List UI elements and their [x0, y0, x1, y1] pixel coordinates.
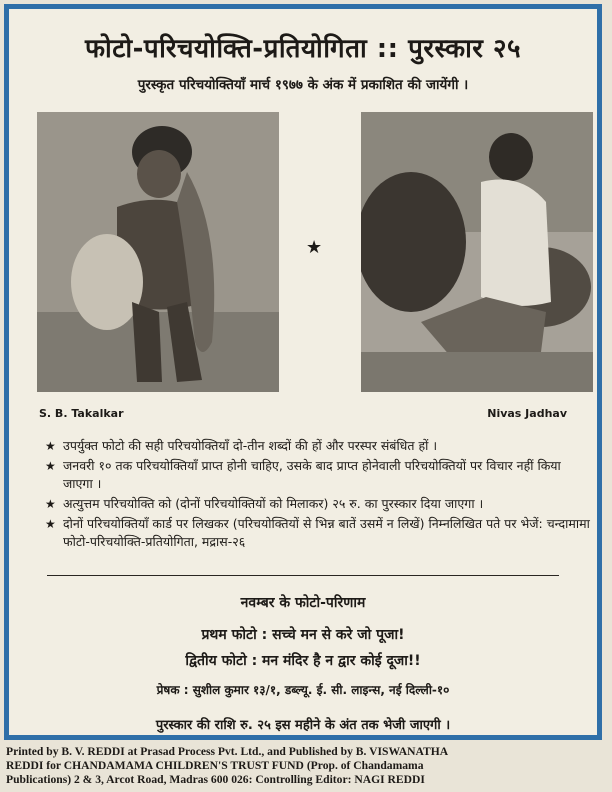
contest-rules [45, 437, 593, 553]
separator-star-icon: ★ [306, 237, 323, 258]
contest-subtitle: पुरस्कृत परिचयोक्तियाँ मार्च १९७७ के अंक में प्रकाशित की जायेंगी । [137, 77, 469, 93]
boy-with-fish-photo [37, 112, 279, 392]
star-bullet-icon: ★ [45, 497, 56, 511]
rule-text: अत्युत्तम परिचयोक्ति को (दोनों परिचयोक्तियों को मिलाकर) २५ रु. का पुरस्कार दिया जाएगा । [63, 496, 484, 511]
second-photo-result: द्वितीय फोटो : मन मंदिर है न द्वार कोई दूजा!! [185, 653, 421, 669]
rule-item [45, 515, 593, 551]
rule-text: जनवरी १० तक परिचयोक्तियाँ प्राप्त होनी चाहिए, उसके बाद प्राप्त होनेवाली परिचयोक्तियों पर विचार नहीं किया जाएगा । [63, 458, 561, 491]
imprint-line: Publications) 2 & 3, Arcot Road, Madras 600 026: Controlling Editor: NAGI REDDI [6, 773, 425, 786]
first-photo-result: प्रथम फोटो : सच्चे मन से करे जो पूजा! [201, 627, 405, 643]
sender-line: प्रेषक : सुशील कुमार १३/१, डब्ल्यू. ई. सी. लाइन्स, नई दिल्ली-१० [156, 683, 450, 697]
rule-text: उपर्युक्त फोटो की सही परिचयोक्तियाँ दो-तीन शब्दों की हों और परस्पर संबंधित हों । [63, 438, 438, 453]
star-bullet-icon: ★ [45, 517, 56, 531]
contest-frame [4, 4, 602, 740]
imprint-line: REDDI for CHANDAMAMA CHILDREN'S TRUST FUND (Prop. of Chandamama [6, 759, 424, 772]
star-bullet-icon: ★ [45, 439, 56, 453]
imprint-line: Printed by B. V. REDDI at Prasad Process Pvt. Ltd., and Published by B. VISWANATHA [6, 745, 449, 758]
photo-credit-left: S. B. Takalkar [39, 407, 124, 420]
boy-with-plant-photo [361, 112, 593, 392]
rule-item [45, 495, 593, 513]
star-bullet-icon: ★ [45, 459, 56, 473]
rule-item [45, 437, 593, 455]
rule-text: दोनों परिचयोक्तियाँ कार्ड पर लिखकर (परिचयोक्तियों से भिन्न बातें उसमें न लिखें) निम्नलिखित पते पर भेजें: चन्दामामा फोटो-परिचयोक्ति-प्रतियोगिता, मद्रास-२६ [63, 516, 590, 549]
contest-title: फोटो-परिचयोक्ति-प्रतियोगिता :: पुरस्कार २५ [84, 34, 522, 64]
photo-right [361, 112, 593, 392]
results-title: नवम्बर के फोटो-परिणाम [240, 595, 366, 611]
photo-left [37, 112, 279, 392]
rule-item [45, 457, 593, 493]
publisher-imprint [6, 745, 606, 787]
prize-note: पुरस्कार की राशि रु. २५ इस महीने के अंत तक भेजी जाएगी । [155, 718, 451, 733]
section-divider [47, 575, 559, 576]
photo-credit-right: Nivas Jadhav [487, 407, 567, 420]
